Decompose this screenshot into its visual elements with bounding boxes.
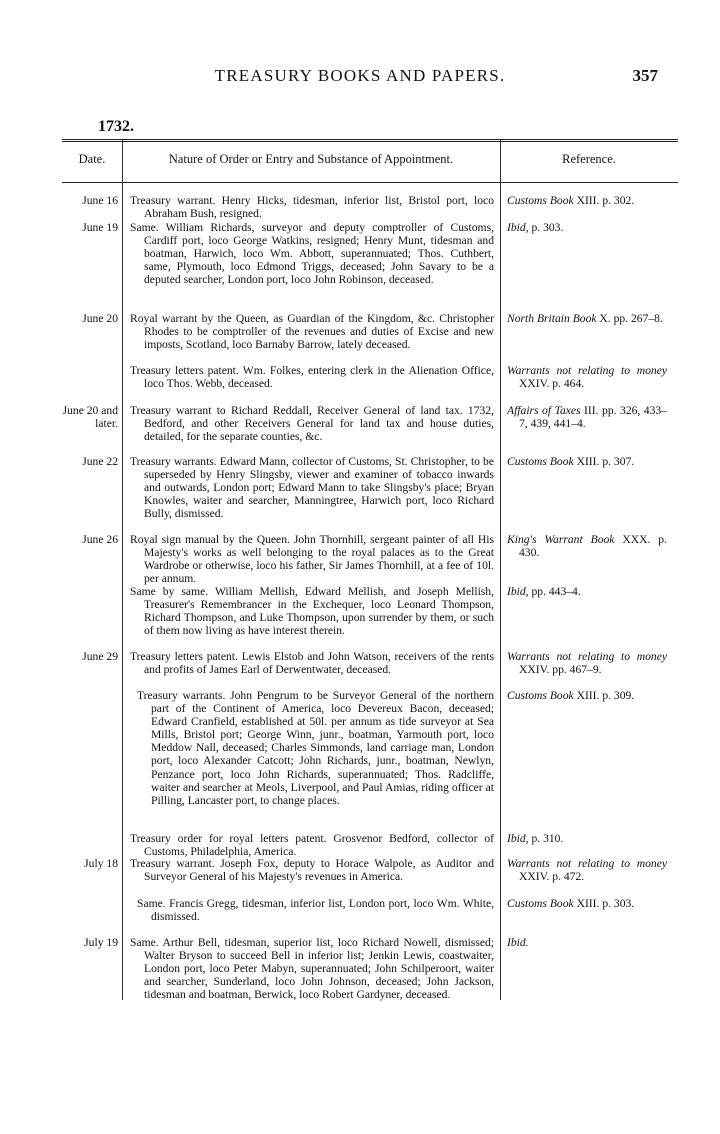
reference-book: Ibid. <box>507 936 529 949</box>
entry-date: July 18 <box>84 857 118 870</box>
entry-date: June 20 and later. <box>62 404 118 431</box>
reference-book: Warrants not relating to money <box>507 857 667 870</box>
reference-book: Customs Book <box>507 689 574 702</box>
column-header-date: Date. <box>78 152 106 166</box>
reference-book: Ibid, <box>507 832 529 845</box>
entry-reference <box>507 857 667 883</box>
entry-nature: Treasury warrant. Joseph Fox, deputy to Horace Walpole, as Auditor and Surveyor General of his Majesty's revenues in America. <box>130 857 494 884</box>
entry-reference <box>507 404 667 430</box>
reference-book: Customs Book <box>507 897 574 910</box>
table-header-rule <box>62 182 678 183</box>
entry-reference <box>507 364 667 390</box>
page-title: TREASURY BOOKS AND PAPERS. <box>214 66 506 85</box>
column-header-reference: Reference. <box>562 152 616 166</box>
column-divider-reference <box>500 140 501 1000</box>
reference-page: XXIV. p. 464. <box>519 377 585 391</box>
entry-nature: Treasury warrants. Edward Mann, collector of Customs, St. Christopher, to be superseded by Henry Slingsby, viewer and examiner of tobacco inwards and outwards, London port; Edward Mann to take Slingsby's place; Bryan Knowles, waiter and searcher, Manningtree, Harwich port, loco Richard Bully, dismissed. <box>130 455 494 521</box>
reference-book: Warrants not relating to money <box>507 650 667 663</box>
column-divider-date <box>122 140 123 1000</box>
reference-page: III. pp. 326, 433–7, 439, 441–4. <box>519 404 667 431</box>
entry-date: July 19 <box>84 936 118 949</box>
entry-reference <box>507 650 667 676</box>
reference-page: XIII. p. 302. <box>573 194 635 207</box>
reference-page: pp. 443–4. <box>528 585 581 598</box>
entry-reference <box>507 897 667 910</box>
reference-book: Affairs of Taxes <box>507 404 581 417</box>
entry-date: June 29 <box>82 650 118 663</box>
entry-nature: Treasury letters patent. Lewis Elstob and John Watson, receivers of the rents and profits of James Earl of Derwentwater, deceased. <box>130 650 494 677</box>
entry-nature: Treasury letters patent. Wm. Folkes, entering clerk in the Alienation Office, loco Thos. Webb, deceased. <box>130 364 494 391</box>
reference-page: XIII. p. 303. <box>573 897 635 910</box>
entry-reference <box>507 455 667 468</box>
entry-date: June 20 <box>82 312 118 325</box>
entry-reference <box>507 312 667 325</box>
reference-page: XXX. p. 430. <box>519 533 667 560</box>
reference-page: XXIV. pp. 467–9. <box>519 663 602 677</box>
page-number: 357 <box>632 66 658 85</box>
entry-nature: Same. Arthur Bell, tidesman, superior list, loco Richard Nowell, dismissed; Walter Bryson to succeed Bell in inferior list; Jenkin Lewis, coastwaiter, London port, loco Peter Mabyn, superannuated; John Schilperoort, waiter and searcher, Sunderland, loco John Johnson, deceased; John Jackson, tidesman and boatman, Berwick, loco Robert Gardyner, deceased. <box>130 936 494 1002</box>
column-header-nature: Nature of Order or Entry and Substance of Appointment. <box>168 152 454 166</box>
entry-nature: Royal sign manual by the Queen. John Thornhill, sergeant painter of all His Majesty's works as well belonging to the royal palaces as to the Great Wardrobe or otherwise, loco his father, Sir James Thornhill, at a fee of 10l. per annum. <box>130 533 494 586</box>
entry-nature: Treasury warrant to Richard Reddall, Receiver General of land tax. 1732, Bedford, and other Receivers General for land tax and house duties, detailed, for the separate counties, &c. <box>130 404 494 444</box>
reference-book: Customs Book <box>507 194 574 207</box>
entry-date: June 19 <box>82 221 118 234</box>
reference-book: Ibid, <box>507 585 529 598</box>
entry-nature: Same. Francis Gregg, tidesman, inferior list, London port, loco Wm. White, dismissed. <box>137 897 494 924</box>
entry-nature: Same. William Richards, surveyor and deputy comptroller of Customs, Cardiff port, loco George Watkins, resigned; Henry Munt, tidesman and boatman, Harwich, loco Wm. Abbott, superannuated; Thos. Cuthbert, same, Plymouth, loco Edmond Triggs, deceased; John Savary to be a deputed searcher, London port, loco John Robinson, deceased. <box>130 221 494 287</box>
reference-page: XIII. p. 309. <box>573 689 635 702</box>
reference-page: XIII. p. 307. <box>573 455 635 468</box>
year-heading: 1732. <box>98 118 134 135</box>
entry-date: June 16 <box>82 194 118 207</box>
reference-book: Ibid, <box>507 221 529 234</box>
reference-book: Warrants not relating to money <box>507 364 667 377</box>
entry-reference <box>507 689 667 702</box>
reference-page: X. pp. 267–8. <box>596 312 663 325</box>
entry-reference <box>507 585 667 598</box>
entry-nature: Treasury warrant. Henry Hicks, tidesman, inferior list, Bristol port, loco Abraham Bush, resigned. <box>130 194 494 221</box>
entry-nature: Royal warrant by the Queen, as Guardian of the Kingdom, &c. Christopher Rhodes to be comptroller of the revenues and duties of Excise and new imposts, Scotland, loco Barnaby Barrow, lately deceased. <box>130 312 494 352</box>
reference-page: XXIV. p. 472. <box>519 870 585 884</box>
entry-date: June 22 <box>82 455 118 468</box>
entry-nature: Same by same. William Mellish, Edward Mellish, and Joseph Mellish, Treasurer's Remembrancer in the Exchequer, loco Leonard Thompson, Richard Thompson, and Luke Thompson, upon surrender by them, or such of them now living as have interest therein. <box>130 585 494 638</box>
reference-book: North Britain Book <box>507 312 597 325</box>
entry-reference <box>507 936 667 949</box>
reference-book: King's Warrant Book <box>507 533 615 546</box>
reference-book: Customs Book <box>507 455 574 468</box>
reference-page: p. 303. <box>528 221 564 234</box>
entry-nature: Treasury warrants. John Pengrum to be Surveyor General of the northern part of the Continent of America, loco Devereux Bacon, deceased; Edward Cranfield, established at 50l. per annum as tide surveyor at Sea Mills, Bristol port; George Winn, junr., boatman, Yarmouth port, loco Meddow Nall, deceased; Charles Simmonds, land carriage man, London port, loco Alexander Catcott; John Richards, junr., boatman, Newlyn, Penzance port, loco John Richards, superannuated; Thos. Radcliffe, waiter and searcher at Meols, Liverpool, and Paul Amias, riding officer at Pilling, Lancaster port, to change places. <box>137 689 494 807</box>
running-head <box>0 66 720 90</box>
reference-page: p. 310. <box>528 832 564 845</box>
table-top-rule <box>62 139 678 142</box>
entry-reference <box>507 533 667 559</box>
entry-nature: Treasury order for royal letters patent. Grosvenor Bedford, collector of Customs, Philadelphia, America. <box>130 832 494 859</box>
entry-reference <box>507 194 667 207</box>
entry-date: June 26 <box>82 533 118 546</box>
entry-reference <box>507 832 667 845</box>
entry-reference <box>507 221 667 234</box>
